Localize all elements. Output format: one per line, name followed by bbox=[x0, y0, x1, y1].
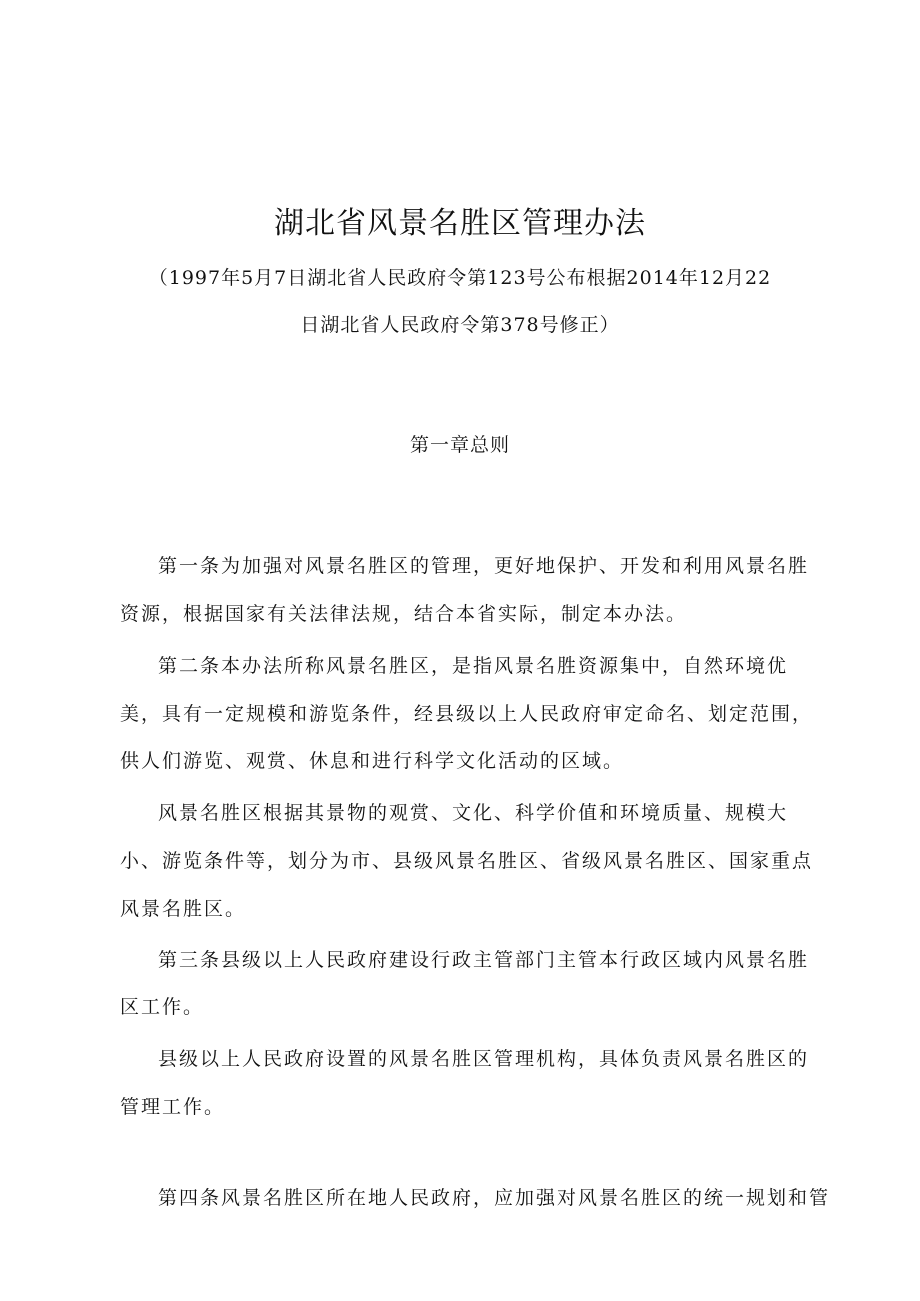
article-2-para-2-line-1: 风景名胜区根据其景物的观赏、文化、科学价值和环境质量、规模大 bbox=[158, 802, 789, 824]
document-title: 湖北省风景名胜区管理办法 bbox=[274, 206, 646, 241]
article-2-line-1: 第二条本办法所称风景名胜区，是指风景名胜资源集中，自然环境优 bbox=[158, 655, 789, 677]
article-2-para-2-line-2: 小、游览条件等，划分为市、县级风景名胜区、省级风景名胜区、国家重点 bbox=[120, 850, 814, 872]
article-4-line-1: 第四条风景名胜区所在地人民政府，应加强对风景名胜区的统一规划和管 bbox=[158, 1187, 831, 1209]
article-3-para-2-line-2: 管理工作。 bbox=[120, 1096, 226, 1118]
article-2-para-2-line-3: 风景名胜区。 bbox=[120, 898, 247, 920]
article-1-line-1: 第一条为加强对风景名胜区的管理，更好地保护、开发和利用风景名胜 bbox=[158, 555, 810, 577]
article-3-para-2-line-1: 县级以上人民政府设置的风景名胜区管理机构，具体负责风景名胜区的 bbox=[158, 1048, 810, 1070]
document-subtitle-line-1: （1997年5月7日湖北省人民政府令第123号公布根据2014年12月22 bbox=[148, 267, 772, 289]
article-1-line-2: 资源，根据国家有关法律法规，结合本省实际，制定本办法。 bbox=[120, 603, 688, 625]
chapter-heading: 第一章总则 bbox=[409, 434, 510, 456]
article-2-line-3: 供人们游览、观赏、休息和进行科学文化活动的区域。 bbox=[120, 750, 625, 772]
article-2-line-2: 美，具有一定规模和游览条件，经县级以上人民政府审定命名、划定范围， bbox=[120, 703, 814, 725]
article-3-line-2: 区工作。 bbox=[120, 996, 205, 1018]
article-3-line-1: 第三条县级以上人民政府建设行政主管部门主管本行政区域内风景名胜 bbox=[158, 949, 810, 971]
document-subtitle-line-2: 日湖北省人民政府令第378号修正） bbox=[300, 314, 620, 336]
